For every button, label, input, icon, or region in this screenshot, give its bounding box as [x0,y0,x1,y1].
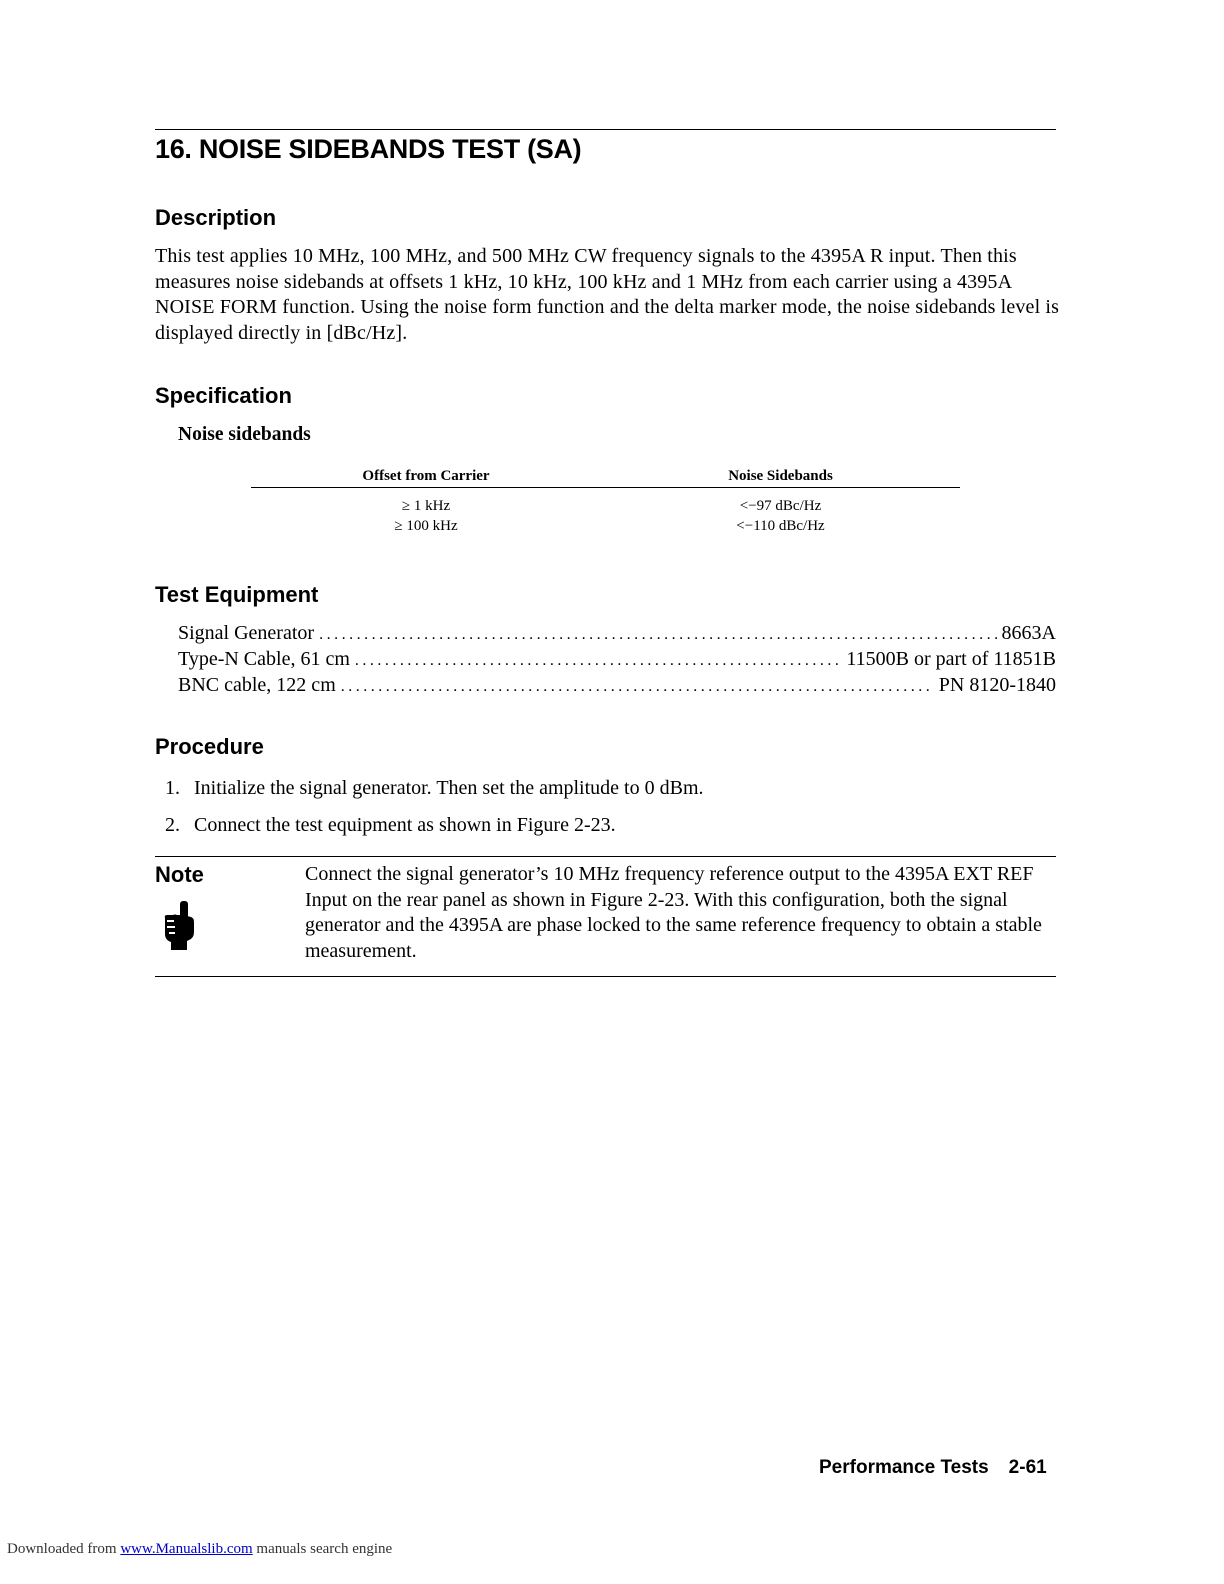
page-title: 16. NOISE SIDEBANDS TEST (SA) [155,134,582,164]
equipment-name: BNC cable, 122 cm [178,674,336,696]
equipment-list [178,622,1056,700]
step-text: Connect the test equipment as shown in Figure 2-23. [194,814,616,836]
list-item [178,674,1056,700]
noise-cell: <−110 dBc/Hz [736,518,825,534]
specification-table [251,466,960,536]
footer-section: Performance Tests [819,1457,989,1478]
title-top-rule [155,129,1056,130]
download-suffix: manuals search engine [256,1541,393,1557]
equipment-name: Signal Generator [178,622,315,644]
download-banner [7,1541,392,1558]
equipment-model: 11500B or part of 11851B [846,648,1056,670]
page-footer [819,1457,1047,1479]
procedure-heading: Procedure [155,734,264,759]
table-row [251,496,960,516]
table-header-rule [251,487,960,496]
specification-heading: Specification [155,383,292,408]
dot-leader [341,678,934,696]
download-prefix: Downloaded from [7,1541,117,1557]
note-label: Note [155,862,204,887]
noise-cell: <−97 dBc/Hz [739,498,822,514]
step-text: Initialize the signal generator. Then set the amplitude to 0 dBm. [194,777,704,799]
offset-cell: ≥ 100 kHz [394,518,458,534]
equipment-model: 8663A [1001,622,1056,644]
footer-page-number: 2-61 [1008,1457,1047,1478]
procedure-steps [165,774,1055,848]
table-header-row [251,466,960,486]
note-bottom-rule [155,976,1056,977]
equipment-model: PN 8120-1840 [938,674,1056,696]
note-top-rule [155,856,1056,857]
dot-leader [355,652,842,670]
test-equipment-heading: Test Equipment [155,582,319,607]
step-number: 2. [165,814,180,836]
description-heading: Description [155,205,277,230]
specification-subheading: Noise sidebands [178,424,311,445]
list-item [178,622,1056,648]
equipment-name: Type-N Cable, 61 cm [178,648,350,670]
table-row [251,516,960,536]
offset-cell: ≥ 1 kHz [401,498,451,514]
list-item [178,648,1056,674]
list-item [165,774,1055,811]
manualslib-link[interactable]: www.Manualslib.com [120,1541,253,1557]
note-text: Connect the signal generator’s 10 MHz frequency reference output to the 4395A EXT REF Input on the rear panel as shown in Figure 2-23. With this configuration, both the signal generator and the 4395A are phase locked to the same reference frequency to obtain a stable measurement. [305,863,1042,963]
description-text: This test applies 10 MHz, 100 MHz, and 500 MHz CW frequency signals to the 4395A R input. Then this measures noise sidebands at offsets 1 kHz, 10 kHz, 100 kHz and 1 MHz from each carrier using a 4395A NOISE FORM function. Using the noise form function and the delta marker mode, the noise sidebands level is displayed directly in [dBc/Hz]. [155,245,1060,345]
pointing-hand-icon [161,900,197,952]
list-item [165,811,1055,848]
step-number: 1. [165,777,180,799]
dot-leader [319,626,996,644]
column-header-offset: Offset from Carrier [362,468,490,484]
column-header-noise-sidebands: Noise Sidebands [728,468,833,484]
